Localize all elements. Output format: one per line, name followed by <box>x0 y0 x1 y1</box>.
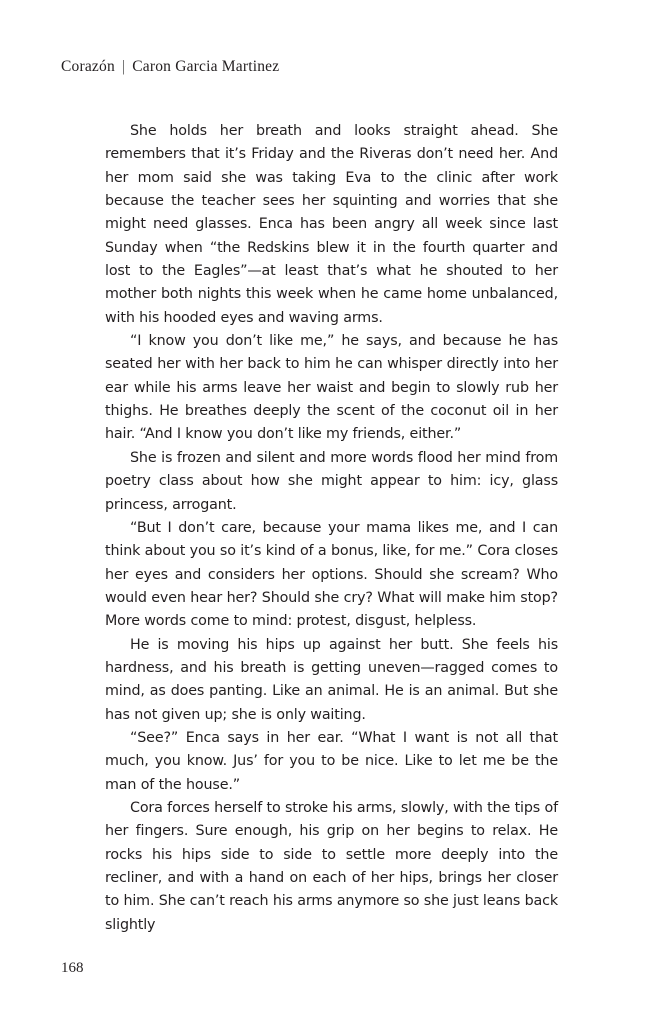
paragraph-2: “I know you don’t like me,” he says, and because he has seated her with her back to him he can whisper directly into her ear while his arms leave her waist and begin to slowly rub her thighs. He breathes deeply the scent of the coconut oil in her hair. “And I know you don’t like my friends, either.” <box>105 333 558 443</box>
running-head <box>61 58 279 76</box>
paragraph-7: Cora forces herself to stroke his arms, slowly, with the tips of her fingers. Sure enough, his grip on her begins to relax. He rocks his hips side to side to settle more deeply into the recliner, and with a hand on each of her hips, brings her closer to him. She can’t reach his arms anymore so she just leans back slightly <box>105 799 558 933</box>
paragraph-5: He is moving his hips up against her butt. She feels his hardness, and his breath is getting uneven—ragged comes to mind, as does panting. Like an animal. He is an animal. But she has not given up; she is only waiting. <box>105 636 558 723</box>
page-number: 168 <box>61 960 84 976</box>
book-title: Corazón <box>61 58 115 75</box>
paragraph-6: “See?” Enca says in her ear. “What I want is not all that much, you know. Jus’ for you to be nice. Like to let me be the man of the house.” <box>105 729 558 793</box>
author-name: Caron Garcia Martinez <box>132 58 280 75</box>
paragraph-4: “But I don’t care, because your mama likes me, and I can think about you so it’s kind of a bonus, like, for me.” Cora closes her eyes and considers her options. Should she scream? Who would even hear her? Should she cry? What will make him stop? More words come to mind: protest, disgust, helpless. <box>105 519 558 630</box>
body-text <box>105 120 558 937</box>
paragraph-3: She is frozen and silent and more words flood her mind from poetry class about how she might appear to him: icy, glass princess, arrogant. <box>105 449 558 513</box>
header-separator: | <box>121 58 126 75</box>
paragraph-1: She holds her breath and looks straight ahead. She remembers that it’s Friday and the Riveras don’t need her. And her mom said she was taking Eva to the clinic after work because the teacher sees her squinting and worries that she might need glasses. Enca has been angry all week since last Sunday when “the Redskins blew it in the fourth quarter and lost to the Eagles”—at least that’s what he shouted to her mother both nights this week when he came home unbalanced, with his hooded eyes and waving arms. <box>105 123 558 326</box>
